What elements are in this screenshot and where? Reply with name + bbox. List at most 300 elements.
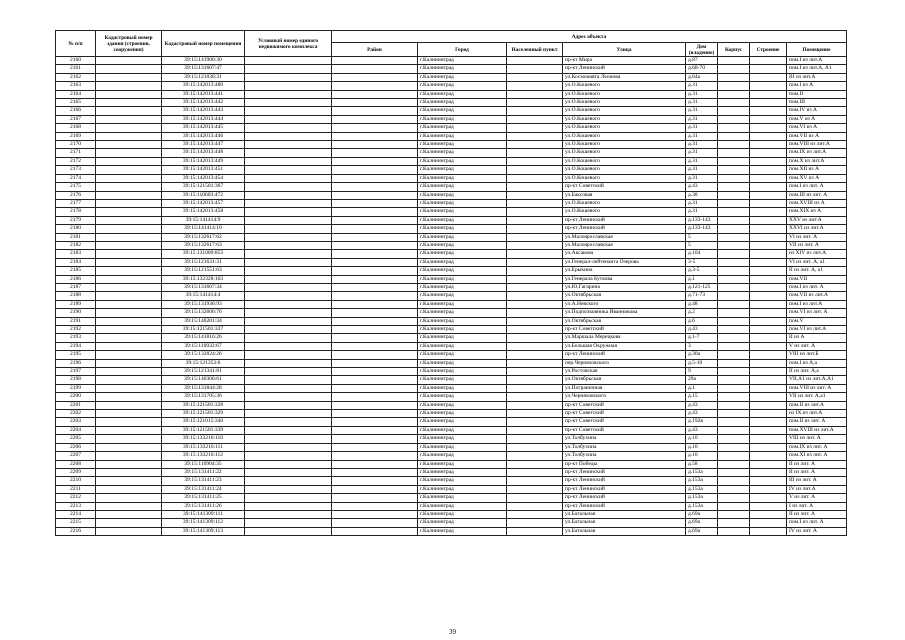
cell-row-num: 2208	[56, 460, 96, 468]
table-row	[56, 502, 847, 510]
cell-cond-number	[245, 275, 332, 283]
cell-building	[750, 258, 787, 266]
cell-cad-building	[96, 384, 162, 392]
header-district: Район	[332, 43, 418, 57]
cell-cond-number	[245, 132, 332, 140]
cell-street: пр-кт Ленинский	[563, 351, 686, 359]
cell-district	[332, 519, 418, 527]
cell-district	[332, 460, 418, 468]
table-row	[56, 376, 847, 384]
cell-street: пр-кт Ленинский	[563, 494, 686, 502]
cell-premises: пом.VII	[787, 275, 847, 283]
cell-district	[332, 351, 418, 359]
cell-korpus	[718, 418, 750, 426]
cell-cond-number	[245, 326, 332, 334]
header-building: Строение	[750, 43, 787, 57]
cell-cad-premises: 39:15:133216:111	[162, 443, 245, 451]
cell-street: ул.Ерыкина	[563, 267, 686, 275]
cell-city: г.Калининград	[418, 519, 507, 527]
cell-korpus	[718, 99, 750, 107]
cell-cad-premises: 39:15:141816:26	[162, 334, 245, 342]
cell-building	[750, 191, 787, 199]
cell-premises: III из лит. А	[787, 477, 847, 485]
cell-house: д.133-143	[686, 216, 718, 224]
cell-house: д.3-5	[686, 267, 718, 275]
cell-street: ул.Октябрьская	[563, 376, 686, 384]
cell-premises: пом.VI из лит.А	[787, 326, 847, 334]
cell-cad-premises: 39:15:142013:448	[162, 149, 245, 157]
cell-district	[332, 292, 418, 300]
cell-premises: VI из лит. А	[787, 233, 847, 241]
cell-building	[750, 519, 787, 527]
cell-cad-premises: 39:15:121501:339	[162, 426, 245, 434]
cell-city: г.Калининград	[418, 485, 507, 493]
cell-row-num: 2209	[56, 468, 96, 476]
cell-house: д.133-143	[686, 225, 718, 233]
cell-district	[332, 384, 418, 392]
cell-cond-number	[245, 258, 332, 266]
table-row	[56, 90, 847, 98]
cell-cond-number	[245, 99, 332, 107]
cell-cond-number	[245, 208, 332, 216]
cell-cad-building	[96, 225, 162, 233]
cell-district	[332, 157, 418, 165]
table-row	[56, 519, 847, 527]
cell-cad-building	[96, 309, 162, 317]
cell-premises: пом.V из А	[787, 115, 847, 123]
cell-building	[750, 225, 787, 233]
cell-cond-number	[245, 225, 332, 233]
cell-premises: II из лит. А	[787, 468, 847, 476]
cell-cond-number	[245, 452, 332, 460]
cell-district	[332, 208, 418, 216]
cell-district	[332, 418, 418, 426]
table-row	[56, 368, 847, 376]
cell-building	[750, 376, 787, 384]
table-row	[56, 107, 847, 115]
cell-house: д.69а	[686, 527, 718, 535]
cell-house: д.64а	[686, 73, 718, 81]
cell-building	[750, 233, 787, 241]
cell-settlement	[507, 309, 563, 317]
cell-street: ул.О.Кошевого	[563, 141, 686, 149]
cell-building	[750, 57, 787, 65]
cell-house: 29а	[686, 376, 718, 384]
cell-cond-number	[245, 267, 332, 275]
cell-cond-number	[245, 485, 332, 493]
cell-row-num: 2185	[56, 267, 96, 275]
cell-settlement	[507, 351, 563, 359]
cell-korpus	[718, 359, 750, 367]
header-house: Дом (владение)	[686, 43, 718, 57]
table-row	[56, 485, 847, 493]
cell-building	[750, 65, 787, 73]
cell-district	[332, 317, 418, 325]
cell-premises: пом.III	[787, 99, 847, 107]
cell-cond-number	[245, 334, 332, 342]
cell-building	[750, 410, 787, 418]
cell-row-num: 2183	[56, 250, 96, 258]
cell-building	[750, 208, 787, 216]
cell-cond-number	[245, 183, 332, 191]
cell-building	[750, 384, 787, 392]
table-row	[56, 73, 847, 81]
cell-korpus	[718, 300, 750, 308]
cell-house: д.31	[686, 90, 718, 98]
cell-house: д.10	[686, 443, 718, 451]
cell-city: г.Калининград	[418, 460, 507, 468]
cell-cad-premises: 39:15:142013:454	[162, 174, 245, 182]
cell-building	[750, 275, 787, 283]
cell-cond-number	[245, 351, 332, 359]
cell-cad-premises: 39:15:121551:63	[162, 267, 245, 275]
cell-cad-premises: 39:15:132328:163	[162, 275, 245, 283]
cell-building	[750, 73, 787, 81]
cell-street: ул.Октябрьская	[563, 292, 686, 300]
cell-cad-premises: 39:15:142013:441	[162, 90, 245, 98]
cell-cond-number	[245, 241, 332, 249]
cell-cad-premises: 39:15:142013:442	[162, 99, 245, 107]
cell-row-num: 2190	[56, 309, 96, 317]
cell-house: д.87	[686, 57, 718, 65]
header-premises: Помещение	[787, 43, 847, 57]
cell-building	[750, 460, 787, 468]
cell-house: 3	[686, 342, 718, 350]
table-row	[56, 527, 847, 535]
cell-korpus	[718, 342, 750, 350]
cell-street: ул.А.Невского	[563, 300, 686, 308]
cell-cad-building	[96, 317, 162, 325]
table-row	[56, 435, 847, 443]
cell-cad-building	[96, 216, 162, 224]
cell-district	[332, 174, 418, 182]
cell-korpus	[718, 225, 750, 233]
cell-cad-premises: 39:15:142013:457	[162, 199, 245, 207]
cell-premises: пом.I из А,а	[787, 359, 847, 367]
cell-settlement	[507, 502, 563, 510]
cell-street: пр-кт Мира	[563, 57, 686, 65]
cell-settlement	[507, 107, 563, 115]
table-row	[56, 452, 847, 460]
cell-korpus	[718, 334, 750, 342]
cell-premises: пом.I из лит.А	[787, 300, 847, 308]
cell-house: д.69а	[686, 510, 718, 518]
cell-cad-premises: 39:15:121501:329	[162, 410, 245, 418]
table-row	[56, 65, 847, 73]
table-row	[56, 183, 847, 191]
cell-settlement	[507, 73, 563, 81]
cell-cond-number	[245, 174, 332, 182]
cell-row-num: 2198	[56, 376, 96, 384]
cell-house: д.31	[686, 199, 718, 207]
cell-settlement	[507, 519, 563, 527]
cell-street: ул.О.Кошевого	[563, 99, 686, 107]
cell-settlement	[507, 124, 563, 132]
cell-street: пр-кт Победы	[563, 460, 686, 468]
cell-district	[332, 510, 418, 518]
cell-district	[332, 82, 418, 90]
cell-premises: пом.XIX из А	[787, 208, 847, 216]
cell-premises: пом.II	[787, 90, 847, 98]
cell-district	[332, 191, 418, 199]
cell-cad-building	[96, 233, 162, 241]
cell-cad-premises: 39:15:141309:112	[162, 519, 245, 527]
cell-korpus	[718, 292, 750, 300]
cell-premises: пом.IX из лит. А	[787, 443, 847, 451]
cell-cond-number	[245, 384, 332, 392]
cell-district	[332, 166, 418, 174]
cell-row-num: 2170	[56, 141, 96, 149]
cell-street: пр-кт Ленинский	[563, 502, 686, 510]
cell-cad-premises: 39:15:131607:47	[162, 65, 245, 73]
cell-cad-premises: 39:15:131411:22	[162, 468, 245, 476]
cell-street: пр-кт Советский	[563, 401, 686, 409]
cell-house: 5	[686, 241, 718, 249]
table-row	[56, 326, 847, 334]
cell-cond-number	[245, 393, 332, 401]
cell-premises: пом.VIII из лит.А	[787, 141, 847, 149]
cell-cad-premises: 39:15:131844:28	[162, 384, 245, 392]
cell-premises: XXV из лит.А	[787, 216, 847, 224]
cell-row-num: 2180	[56, 225, 96, 233]
cell-house: д.10	[686, 452, 718, 460]
cell-building	[750, 359, 787, 367]
cell-cond-number	[245, 401, 332, 409]
cell-premises: пом.IV из А	[787, 107, 847, 115]
cell-house: д.43	[686, 426, 718, 434]
cell-korpus	[718, 326, 750, 334]
cell-district	[332, 57, 418, 65]
table-row	[56, 443, 847, 451]
cell-korpus	[718, 107, 750, 115]
cell-settlement	[507, 527, 563, 535]
cell-row-num: 2163	[56, 82, 96, 90]
header-address: Адрес объекта	[332, 31, 847, 43]
cell-city: г.Калининград	[418, 267, 507, 275]
table-row	[56, 359, 847, 367]
cell-cad-building	[96, 292, 162, 300]
cell-settlement	[507, 460, 563, 468]
cell-street: ул.Толбухина	[563, 435, 686, 443]
cell-street: пр-кт Советский	[563, 426, 686, 434]
table-row	[56, 283, 847, 291]
cell-row-num: 2191	[56, 317, 96, 325]
cell-korpus	[718, 477, 750, 485]
cell-korpus	[718, 149, 750, 157]
cell-city: г.Калининград	[418, 208, 507, 216]
cell-korpus	[718, 132, 750, 140]
cell-district	[332, 443, 418, 451]
cell-premises: II из А	[787, 334, 847, 342]
cell-city: г.Калининград	[418, 452, 507, 460]
cell-cad-premises: 39:15:141309:113	[162, 527, 245, 535]
cell-house: д.31	[686, 82, 718, 90]
cell-korpus	[718, 183, 750, 191]
cell-premises: пом.II из лит.А	[787, 401, 847, 409]
cell-settlement	[507, 393, 563, 401]
cell-cad-premises: 39:15:121353:6	[162, 359, 245, 367]
cell-settlement	[507, 157, 563, 165]
cell-cad-building	[96, 208, 162, 216]
cell-building	[750, 326, 787, 334]
cell-cad-premises: 39:15:131411:24	[162, 485, 245, 493]
table-row	[56, 250, 847, 258]
table-row	[56, 267, 847, 275]
table-row	[56, 494, 847, 502]
cell-district	[332, 199, 418, 207]
cell-city: г.Калининград	[418, 494, 507, 502]
cell-row-num: 2182	[56, 241, 96, 249]
cell-house: д.121-125	[686, 283, 718, 291]
cell-premises: VII,А1 из лит.А,А1	[787, 376, 847, 384]
cell-cad-building	[96, 393, 162, 401]
cell-premises: пом.III из лит. А	[787, 191, 847, 199]
cell-building	[750, 183, 787, 191]
cell-cad-premises: 39:15:140306:61	[162, 376, 245, 384]
cell-premises: XXVI из лит.А	[787, 225, 847, 233]
table-row	[56, 342, 847, 350]
cell-settlement	[507, 283, 563, 291]
cell-street: пр-кт Ленинский	[563, 477, 686, 485]
cell-cad-building	[96, 351, 162, 359]
cell-row-num: 2215	[56, 519, 96, 527]
cell-street: ул.О.Кошевого	[563, 149, 686, 157]
property-registry-table	[55, 30, 847, 536]
cell-street: ул.О.Кошевого	[563, 174, 686, 182]
cell-settlement	[507, 57, 563, 65]
table-row	[56, 199, 847, 207]
cell-street: пр-кт Советский	[563, 183, 686, 191]
cell-cond-number	[245, 233, 332, 241]
cell-cad-premises: 39:15:121501:337	[162, 326, 245, 334]
cell-cad-building	[96, 73, 162, 81]
table-row	[56, 351, 847, 359]
cell-city: г.Калининград	[418, 468, 507, 476]
cell-korpus	[718, 460, 750, 468]
cell-street: ул.Батальная	[563, 510, 686, 518]
cell-house: д.30а	[686, 351, 718, 359]
cell-district	[332, 90, 418, 98]
cell-building	[750, 435, 787, 443]
cell-cad-building	[96, 510, 162, 518]
cell-cad-building	[96, 502, 162, 510]
cell-premises: пом.VII из А	[787, 132, 847, 140]
cell-cond-number	[245, 494, 332, 502]
cell-premises: пом.XII из А	[787, 166, 847, 174]
cell-building	[750, 166, 787, 174]
table-row	[56, 309, 847, 317]
cell-korpus	[718, 426, 750, 434]
cell-city: г.Калининград	[418, 82, 507, 90]
cell-city: г.Калининград	[418, 174, 507, 182]
cell-settlement	[507, 292, 563, 300]
cell-district	[332, 410, 418, 418]
cell-house: д.153а	[686, 477, 718, 485]
cell-cad-premises: 39:15:142013:449	[162, 157, 245, 165]
cell-cad-building	[96, 275, 162, 283]
cell-cad-premises: 39:15:142013:443	[162, 107, 245, 115]
cell-street: ул.Большая Окружная	[563, 342, 686, 350]
table-row	[56, 300, 847, 308]
cell-cond-number	[245, 368, 332, 376]
cell-row-num: 2166	[56, 107, 96, 115]
cell-building	[750, 334, 787, 342]
cell-korpus	[718, 351, 750, 359]
cell-cond-number	[245, 250, 332, 258]
cell-cond-number	[245, 418, 332, 426]
cell-settlement	[507, 275, 563, 283]
cell-district	[332, 359, 418, 367]
cell-street: ул.О.Кошевого	[563, 199, 686, 207]
cell-korpus	[718, 494, 750, 502]
cell-cad-building	[96, 241, 162, 249]
cell-korpus	[718, 216, 750, 224]
cell-house: д.31	[686, 107, 718, 115]
cell-street: ул.Аксакова	[563, 250, 686, 258]
cell-row-num: 2169	[56, 132, 96, 140]
cell-street: ул.Пограничная	[563, 384, 686, 392]
cell-cad-building	[96, 132, 162, 140]
cell-row-num: 2189	[56, 300, 96, 308]
cell-settlement	[507, 477, 563, 485]
cell-house: д.5-10	[686, 359, 718, 367]
cell-district	[332, 225, 418, 233]
cell-premises: пом.VIII из лит. А	[787, 384, 847, 392]
cell-settlement	[507, 174, 563, 182]
cell-cad-building	[96, 485, 162, 493]
cell-korpus	[718, 443, 750, 451]
cell-settlement	[507, 384, 563, 392]
cell-street: пр-кт Ленинский	[563, 65, 686, 73]
table-row	[56, 149, 847, 157]
cell-cad-building	[96, 376, 162, 384]
cell-house: 9	[686, 368, 718, 376]
cell-building	[750, 124, 787, 132]
cell-settlement	[507, 426, 563, 434]
cell-building	[750, 292, 787, 300]
cell-row-num: 2162	[56, 73, 96, 81]
cell-street: ул.О.Кошевого	[563, 82, 686, 90]
cell-city: г.Калининград	[418, 275, 507, 283]
cell-premises: II из лит. А	[787, 460, 847, 468]
cell-cad-premises: 39:15:142013:451	[162, 166, 245, 174]
table-row	[56, 468, 847, 476]
cell-cad-premises: 39:15:121341:81	[162, 368, 245, 376]
cell-settlement	[507, 418, 563, 426]
cell-settlement	[507, 183, 563, 191]
cell-korpus	[718, 157, 750, 165]
cell-building	[750, 502, 787, 510]
cell-settlement	[507, 494, 563, 502]
cell-district	[332, 107, 418, 115]
cell-row-num: 2213	[56, 502, 96, 510]
cell-street: пр-кт Советский	[563, 410, 686, 418]
cell-korpus	[718, 250, 750, 258]
cell-city: г.Калининград	[418, 393, 507, 401]
cell-cond-number	[245, 90, 332, 98]
cell-cond-number	[245, 426, 332, 434]
cell-row-num: 2203	[56, 418, 96, 426]
cell-street: ул.Черняховского	[563, 393, 686, 401]
cell-korpus	[718, 527, 750, 535]
cell-cond-number	[245, 460, 332, 468]
cell-cond-number	[245, 410, 332, 418]
cell-cad-building	[96, 410, 162, 418]
cell-cad-premises: 39:15:142013:446	[162, 132, 245, 140]
table-row	[56, 132, 847, 140]
cell-cond-number	[245, 141, 332, 149]
cell-cad-building	[96, 443, 162, 451]
